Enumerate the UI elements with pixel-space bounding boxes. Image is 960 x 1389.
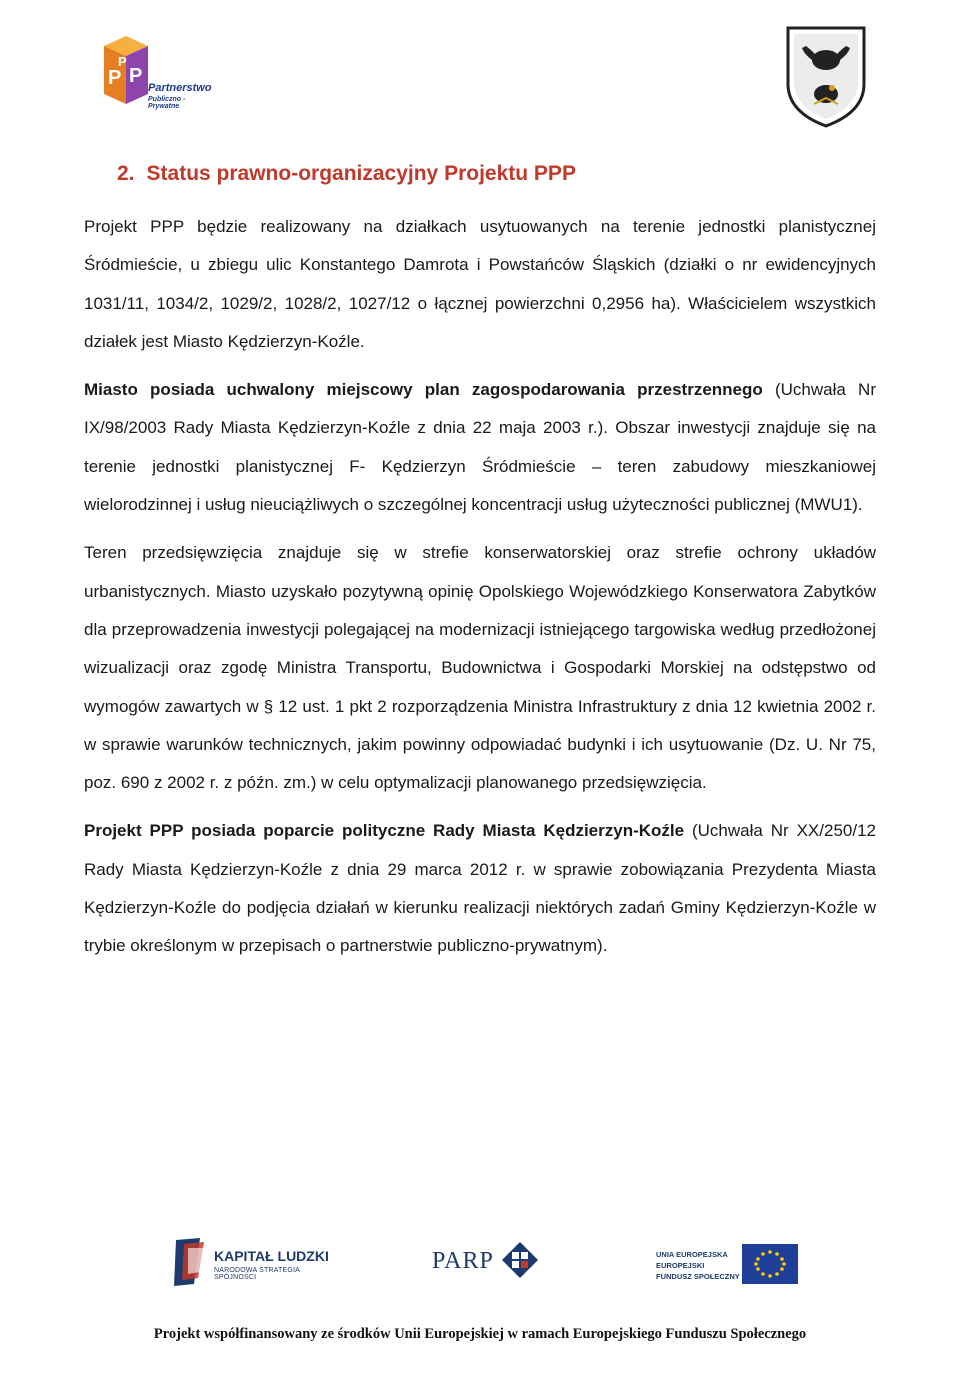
cofinancing-note: Projekt współfinansowany ze środków Unii Europejskiej w ramach Europejskiego Funduszu Społecznego <box>153 1326 807 1342</box>
logo-subtitle: Publiczno - Prywatne <box>148 96 186 110</box>
svg-text:P: P <box>108 67 122 89</box>
paragraph-political-support <box>84 812 876 965</box>
coat-of-arms <box>784 24 868 128</box>
kapital-ludzki-logo-icon <box>170 1234 210 1290</box>
eu-logo <box>656 1242 806 1286</box>
kl-subtitle: NARODOWA STRATEGIA SPÓJNOŚCI <box>214 1267 300 1281</box>
kl-title: KAPITAŁ LUDZKI <box>214 1248 329 1264</box>
coat-of-arms-icon <box>784 24 868 128</box>
ppp-logo <box>96 32 212 112</box>
parp-text: PARP <box>432 1248 494 1274</box>
eu-flag-icon <box>742 1244 798 1284</box>
parp-logo <box>432 1240 542 1288</box>
document-body <box>84 208 876 976</box>
section-heading <box>117 162 576 186</box>
paragraph-location: Projekt PPP będzie realizowany na działkach usytuowanych na terenie jednostki planistycznej Śródmieście, u zbiegu ulic Konstantego Damrota i Powstańców Śląskich (działki o nr ewidencyjnych 1031/11, 1034/2, 1029/2, 1028/2, 1027/12 o łącznej powierzchni 0,2956 ha). Właścicielem wszystkich działek jest Miasto Kędzierzyn-Koźle. <box>84 217 876 351</box>
paragraph-zoning-plan-bold: Miasto posiada uchwalony miejscowy plan zagospodarowania przestrzennego <box>84 380 763 400</box>
svg-text:P: P <box>129 65 143 87</box>
paragraph-conservation: Teren przedsięwzięcia znajduje się w strefie konserwatorskiej oraz strefie ochrony układów urbanistycznych. Miasto uzyskało pozytywną opinię Opolskiego Wojewódzkiego Konserwatora Zabytków dla przeprowadzenia inwestycji polegającej na modernizacji istniejącego targowiska według przedłożonej wizualizacji oraz zgodę Ministra Transportu, Budownictwa i Gospodarki Morskiej na odstępstwo od wymogów zawartych w § 12 ust. 1 pkt 2 rozporządzenia Ministra Infrastruktury z dnia 12 kwietnia 2002 r. w sprawie warunków technicznych, jakim powinny odpowiadać budynki i ich usytuowanie (Dz. U. Nr 75, poz. 690 z 2002 r. z późn. zm.) w celu optymalizacji planowanego przedsięwzięcia. <box>84 543 876 793</box>
logo-title: Partnerstwo <box>148 82 212 94</box>
eu-line-3: FUNDUSZ SPOŁECZNY <box>656 1272 740 1281</box>
footer-logos <box>160 1232 800 1296</box>
kapital-ludzki-logo <box>170 1234 340 1290</box>
section-number: 2. <box>117 162 135 185</box>
paragraph-political-support-bold: Projekt PPP posiada poparcie polityczne Rady Miasta Kędzierzyn-Koźle <box>84 821 685 841</box>
eu-line-2: EUROPEJSKI <box>656 1261 705 1270</box>
section-title: Status prawno-organizacyjny Projektu PPP <box>146 162 576 185</box>
paragraph-political-support-text: (Uchwała Nr XX/250/12 Rady Miasta Kędzierzyn-Koźle z dnia 29 marca 2012 r. w sprawie zobowiązania Prezydenta Miasta Kędzierzyn-Koźle do podjęcia działań w kierunku realizacji niektórych zadań Gminy Kędzierzyn-Koźle w trybie określonym w przepisach o partnerstwie publiczno-prywatnym). <box>84 821 876 956</box>
eu-line-1: UNIA EUROPEJSKA <box>656 1250 728 1259</box>
paragraph-zoning-plan-text: (Uchwała Nr IX/98/2003 Rady Miasta Kędzierzyn-Koźle z dnia 22 maja 2003 r.). Obszar inwestycji znajduje się na terenie jednostki planistycznej F- Kędzierzyn Śródmieście – teren zabudowy mieszkaniowej wielorodzinnej i usług nieuciążliwych o szczególnej koncentracji usług użyteczności publicznej (MWU1). <box>84 380 876 515</box>
ppp-logo-icon <box>96 32 156 112</box>
paragraph-zoning-plan <box>84 371 876 524</box>
svg-text:P: P <box>118 54 127 69</box>
parp-logo-icon <box>500 1240 540 1280</box>
